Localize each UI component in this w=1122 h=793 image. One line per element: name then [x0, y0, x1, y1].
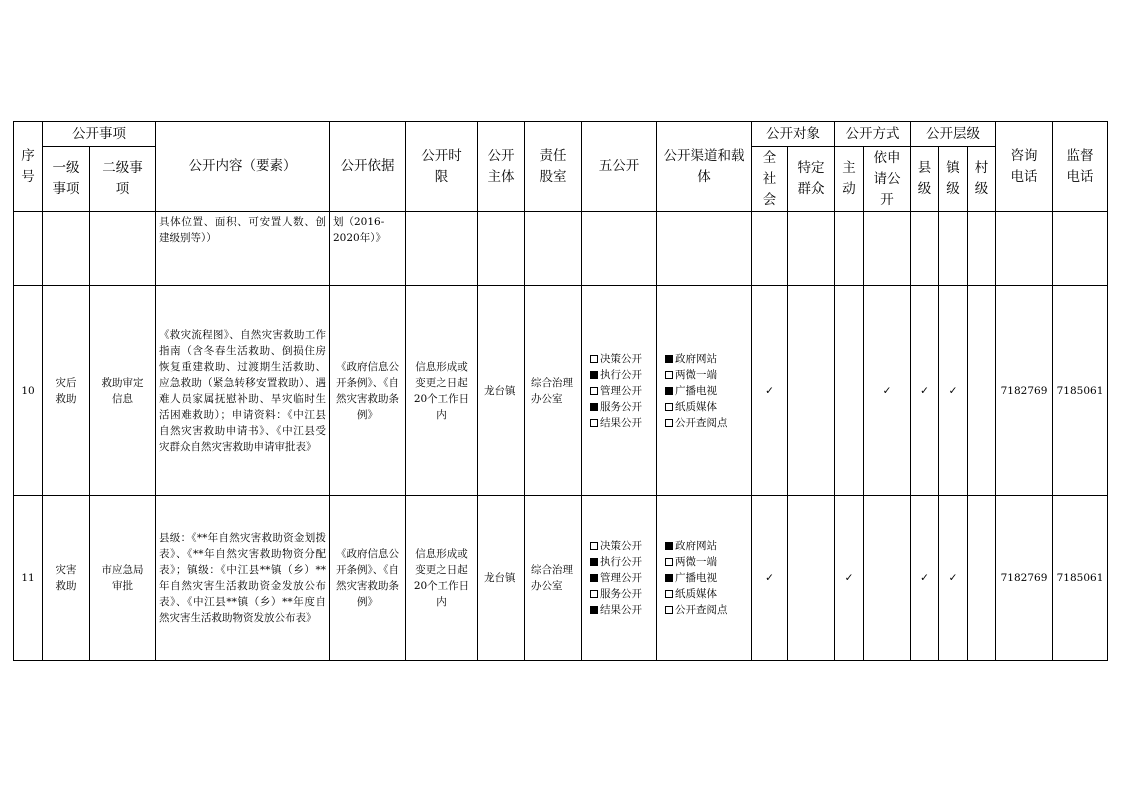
unchecked-box-icon: [590, 590, 598, 598]
checked-box-icon: [665, 542, 673, 550]
checked-box-icon: [590, 606, 598, 614]
header-seq: 序号: [14, 122, 43, 212]
row-subject: 龙台镇: [478, 496, 525, 661]
header-object-all: 全社会: [752, 147, 788, 212]
table-row: [14, 286, 1108, 496]
check-method-active: [835, 286, 864, 496]
five-open-list: [582, 286, 657, 496]
check-object-specific: [788, 286, 835, 496]
header-level2: 二级事项: [90, 147, 156, 212]
row-consult-phone: 7182769: [996, 286, 1053, 496]
checked-box-icon: [665, 574, 673, 582]
unchecked-box-icon: [665, 590, 673, 598]
row-time-limit: 信息形成或变更之日起20个工作日内: [406, 496, 478, 661]
option-item: [590, 570, 656, 586]
checked-box-icon: [590, 371, 598, 379]
option-item: [665, 351, 751, 367]
row-basis: 《政府信息公开条例》、《自然灾害救助条例》: [330, 496, 406, 661]
check-object-all: ✓: [752, 496, 788, 661]
checked-box-icon: [590, 574, 598, 582]
table-row-continuation: [14, 212, 1108, 286]
unchecked-box-icon: [665, 403, 673, 411]
option-item: [665, 586, 751, 602]
row-consult-phone: 7182769: [996, 496, 1053, 661]
check-object-all: ✓: [752, 286, 788, 496]
header-subject: 公开主体: [478, 122, 525, 212]
option-item: [590, 538, 656, 554]
check-method-request: [864, 496, 911, 661]
row-content: 县级：《**年自然灾害救助资金划拨表》、《**年自然灾害救助物资分配表》；镇级：《中江县**镇（乡）**年自然灾害生活救助资金发放公布表》、《中江县**镇（乡）**年度自然灾害生活救助物资发放公布表》: [156, 496, 330, 661]
header-consult-phone: 咨询电话: [996, 122, 1053, 212]
header-level-village: 村级: [968, 147, 996, 212]
option-label: 服务公开: [600, 588, 642, 600]
header-item-group: 公开事项: [43, 122, 156, 147]
header-content: 公开内容（要素）: [156, 122, 330, 212]
option-label: 两微一端: [675, 368, 717, 381]
check-level-town: ✓: [939, 286, 968, 496]
option-label: 服务公开: [600, 400, 642, 413]
option-label: 管理公开: [600, 384, 642, 397]
option-label: 结果公开: [600, 604, 642, 616]
channel-list: [657, 286, 752, 496]
check-object-specific: [788, 496, 835, 661]
header-level-group: 公开层级: [911, 122, 996, 147]
option-label: 决策公开: [600, 540, 642, 552]
header-time-limit: 公开时限: [406, 122, 478, 212]
unchecked-box-icon: [665, 558, 673, 566]
header-object-specific: 特定群众: [788, 147, 835, 212]
option-item: [665, 367, 751, 383]
option-label: 管理公开: [600, 572, 642, 584]
option-label: 公开查阅点: [675, 416, 728, 429]
row-basis: 《政府信息公开条例》、《自然灾害救助条例》: [330, 286, 406, 496]
row-level2: 救助审定信息: [90, 286, 156, 496]
option-item: [590, 367, 656, 383]
unchecked-box-icon: [590, 542, 598, 550]
continuation-content: 具体位置、面积、可安置人数、创建级别等））: [156, 212, 330, 286]
header-five: 五公开: [582, 122, 657, 212]
row-level1: 灾后救助: [43, 286, 90, 496]
header-level1: 一级事项: [43, 147, 90, 212]
option-label: 政府网站: [675, 540, 717, 552]
option-label: 纸质媒体: [675, 400, 717, 413]
option-label: 纸质媒体: [675, 588, 717, 600]
checked-box-icon: [590, 558, 598, 566]
disclosure-table: [13, 121, 1108, 661]
header-method-request: 依申请公开: [864, 147, 911, 212]
check-level-county: ✓: [911, 286, 939, 496]
option-item: [665, 602, 751, 618]
header-level-county: 县级: [911, 147, 939, 212]
checked-box-icon: [665, 387, 673, 395]
option-label: 执行公开: [600, 368, 642, 381]
check-level-town: ✓: [939, 496, 968, 661]
row-dept: 综合治理办公室: [525, 286, 582, 496]
row-level2: 市应急局审批: [90, 496, 156, 661]
option-item: [590, 399, 656, 415]
continuation-basis: 划（2016-2020年）》: [330, 212, 406, 286]
row-time-limit: 信息形成或变更之日起20个工作日内: [406, 286, 478, 496]
check-level-county: ✓: [911, 496, 939, 661]
option-item: [590, 383, 656, 399]
header-channel: 公开渠道和载体: [657, 122, 752, 212]
option-item: [590, 351, 656, 367]
option-item: [665, 554, 751, 570]
header-supervise-phone: 监督电话: [1053, 122, 1108, 212]
option-item: [665, 570, 751, 586]
five-open-list: [582, 496, 657, 661]
row-dept: 综合治理办公室: [525, 496, 582, 661]
option-label: 执行公开: [600, 556, 642, 568]
row-seq: 10: [14, 286, 43, 496]
option-label: 广播电视: [675, 384, 717, 397]
option-label: 结果公开: [600, 416, 642, 429]
option-label: 广播电视: [675, 572, 717, 584]
table-row: [14, 496, 1108, 661]
header-level-town: 镇级: [939, 147, 968, 212]
row-level1: 灾害救助: [43, 496, 90, 661]
check-method-active: ✓: [835, 496, 864, 661]
checked-box-icon: [665, 355, 673, 363]
option-label: 公开查阅点: [675, 604, 728, 616]
row-supervise-phone: 7185061: [1053, 496, 1108, 661]
header-method-group: 公开方式: [835, 122, 911, 147]
check-method-request: ✓: [864, 286, 911, 496]
unchecked-box-icon: [665, 606, 673, 614]
option-item: [665, 538, 751, 554]
option-item: [590, 554, 656, 570]
header-object-group: 公开对象: [752, 122, 835, 147]
checked-box-icon: [590, 403, 598, 411]
option-label: 政府网站: [675, 352, 717, 365]
unchecked-box-icon: [590, 355, 598, 363]
row-content: 《救灾流程图》、自然灾害救助工作指南（含冬春生活救助、倒损住房恢复重建救助、过渡期生活救助、应急救助（紧急转移安置救助）、遇难人员家属抚慰补助、旱灾临时生活困难救助）；申请资料：《中江县自然灾害救助申请书》、《中江县受灾群众自然灾害救助申请审批表》: [156, 286, 330, 496]
header-method-active: 主动: [835, 147, 864, 212]
option-label: 决策公开: [600, 352, 642, 365]
unchecked-box-icon: [590, 419, 598, 427]
unchecked-box-icon: [590, 387, 598, 395]
row-subject: 龙台镇: [478, 286, 525, 496]
option-item: [665, 415, 751, 431]
option-item: [665, 383, 751, 399]
row-seq: 11: [14, 496, 43, 661]
header-basis: 公开依据: [330, 122, 406, 212]
option-label: 两微一端: [675, 556, 717, 568]
check-level-village: [968, 496, 996, 661]
option-item: [590, 602, 656, 618]
unchecked-box-icon: [665, 419, 673, 427]
option-item: [590, 415, 656, 431]
channel-list: [657, 496, 752, 661]
option-item: [665, 399, 751, 415]
unchecked-box-icon: [665, 371, 673, 379]
header-dept: 责任股室: [525, 122, 582, 212]
option-item: [590, 586, 656, 602]
row-supervise-phone: 7185061: [1053, 286, 1108, 496]
check-level-village: [968, 286, 996, 496]
